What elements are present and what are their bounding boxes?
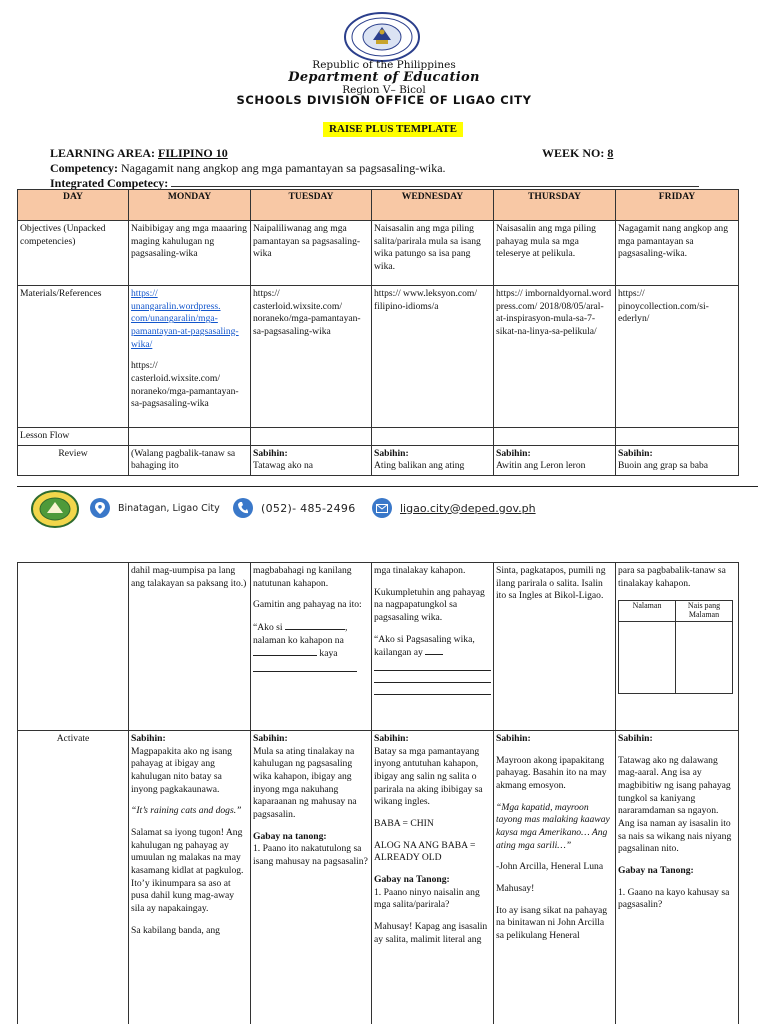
lesson-flow-label: Lesson Flow bbox=[18, 428, 129, 446]
objective-thursday: Naisasalin ang mga piling pahayag mula sa mga teleserye at pelikula. bbox=[494, 221, 616, 286]
week-value: 8 bbox=[607, 146, 614, 160]
review-cont-tuesday-text-1: magbabahagi ng kanilang natutunan kahapon. bbox=[253, 565, 352, 589]
footer-phone-text: (052)- 485-2496 bbox=[261, 501, 356, 515]
competency-value: Nagagamit nang angkop ang mga pamantayan sa pagsasaling-wika. bbox=[120, 161, 446, 175]
activate-thursday-text-1: Mayroon akong ipapakitang pahayag. Basahin ito na may akmang emosyon. bbox=[496, 754, 607, 791]
kwl-cell bbox=[676, 621, 733, 693]
review-cont-label bbox=[18, 563, 129, 731]
learning-area-label: LEARNING AREA: bbox=[50, 146, 156, 160]
review-cont-friday-text: para sa pagbabalik-tanaw sa tinalakay kahapon. bbox=[618, 565, 726, 589]
activate-friday-question: 1. Gaano na kayo kahusay sa pagsasalin? bbox=[618, 886, 730, 911]
location-pin-icon bbox=[90, 498, 110, 518]
review-cont-friday bbox=[616, 563, 739, 731]
review-cont-wednesday-text-1: mga tinalakay kahapon. bbox=[374, 565, 466, 576]
materials-monday bbox=[129, 286, 251, 428]
lesson-flow-cell bbox=[129, 428, 251, 446]
fill-blank bbox=[253, 647, 317, 656]
activate-tuesday bbox=[251, 731, 372, 1024]
fill-blank bbox=[374, 660, 491, 671]
week-number bbox=[542, 147, 613, 159]
footer-address-text: Binatagan, Ligao City bbox=[118, 502, 220, 514]
fill-blank bbox=[425, 646, 443, 655]
activate-tuesday-question: 1. Paano ito nakatutulong sa isang mahusay na pagsasalin? bbox=[253, 843, 368, 867]
objective-wednesday: Naisasalin ang mga piling salita/parirala mula sa isang wika patungo sa isa pang wika. bbox=[372, 221, 494, 286]
fill-blank bbox=[374, 684, 491, 695]
materials-monday-url: https:// casterloid.wixsite.com/ noraneko/mga-pamantayan-sa-pagsasaling-wika bbox=[131, 360, 239, 410]
activate-thursday-text-5: Ito ay isang sikat na pahayag na binitawan ni John Arcilla sa pelikulang Heneral bbox=[496, 904, 608, 941]
phone-icon bbox=[233, 498, 253, 518]
activate-friday bbox=[616, 731, 739, 1024]
competency bbox=[50, 162, 446, 174]
activate-thursday-attribution: -John Arcilla, Heneral Luna bbox=[496, 861, 604, 873]
email-icon bbox=[372, 498, 392, 518]
review-tuesday-text: Tatawag ako na bbox=[253, 460, 314, 472]
activate-friday-question-head: Gabay na Tanong: bbox=[618, 864, 694, 876]
review-friday-text: Buoin ang grap sa baba bbox=[618, 460, 709, 472]
review-tuesday bbox=[251, 445, 372, 475]
lesson-flow-cell bbox=[251, 428, 372, 446]
activate-wednesday bbox=[372, 731, 494, 1024]
materials-friday: https:// pinoycollection.com/si-ederlyn/ bbox=[616, 286, 739, 428]
fill-blank bbox=[253, 661, 357, 672]
review-label: Review bbox=[18, 445, 129, 475]
activate-tuesday-head: Sabihin: bbox=[253, 733, 288, 744]
activate-monday-text-4: Sa kabilang banda, ang bbox=[131, 924, 220, 936]
activate-wednesday-example-2: ALOG NA ANG BABA = ALREADY OLD bbox=[374, 839, 476, 864]
objective-tuesday: Naipaliliwanag ang mga pamantayan sa pagsasaling-wika bbox=[251, 221, 372, 286]
republic-label: Republic of the Philippines bbox=[312, 59, 456, 71]
materials-tuesday: https:// casterloid.wixsite.com/ noraneko/mga-pamantayan-sa-pagsasaling-wika bbox=[251, 286, 372, 428]
footer-rule bbox=[17, 486, 758, 487]
learning-area-value: FILIPINO 10 bbox=[158, 146, 228, 160]
materials-wednesday: https:// www.leksyon.com/ filipino-idioms/a bbox=[372, 286, 494, 428]
integrated-competency bbox=[50, 177, 699, 189]
review-wednesday-text: Ating balikan ang ating bbox=[374, 460, 465, 472]
lesson-plan-table-bottom bbox=[17, 562, 739, 1024]
header-friday: FRIDAY bbox=[616, 190, 739, 221]
objective-monday: Naibibigay ang mga maaaring maging kahulugan ng pagsasaling-wika bbox=[129, 221, 251, 286]
review-monday: (Walang pagbalik-tanaw sa bahaging ito bbox=[129, 445, 251, 475]
fill-blank bbox=[285, 621, 345, 630]
review-cont-monday: dahil mag-uumpisa pa lang ang talakayan sa paksang ito.) bbox=[129, 563, 251, 731]
division-logo bbox=[30, 489, 80, 529]
review-cont-wednesday-text-2: Kukumpletuhin ang pahayag na nagpapatungkol sa pagsasaling wika. bbox=[374, 586, 485, 623]
kwl-col-nalaman: Nalaman bbox=[619, 601, 676, 622]
activate-monday-text-1: Magpapakita ako ng isang pahayag at ibigay ang kahulugan nito batay sa inyong pagkakaunawa. bbox=[131, 745, 232, 795]
review-cont-thursday: Sinta, pagkatapos, pumili ng ilang parirala o salita. Isalin ito sa Ingles at Bikol-Ligao. bbox=[494, 563, 616, 731]
header-day: DAY bbox=[18, 190, 129, 221]
review-friday-head: Sabihin: bbox=[618, 447, 653, 459]
integrated-label: Integrated Competecy: bbox=[50, 176, 169, 190]
review-cont-wednesday bbox=[372, 563, 494, 731]
learning-area bbox=[50, 147, 228, 159]
footer-phone bbox=[233, 498, 356, 518]
integrated-blank bbox=[171, 177, 699, 187]
activate-monday-idiom: “It’s raining cats and dogs.” bbox=[131, 805, 242, 817]
lesson-plan-table-top bbox=[17, 189, 739, 476]
week-label: WEEK NO: bbox=[542, 146, 605, 160]
header-monday: MONDAY bbox=[129, 190, 251, 221]
activate-monday bbox=[129, 731, 251, 1024]
activate-thursday bbox=[494, 731, 616, 1024]
review-thursday-text: Awitin ang Leron leron bbox=[496, 460, 586, 472]
header-wednesday: WEDNESDAY bbox=[372, 190, 494, 221]
template-title: RAISE PLUS TEMPLATE bbox=[323, 122, 463, 137]
activate-monday-head: Sabihin: bbox=[131, 733, 166, 744]
region-label: Region V– Bicol bbox=[342, 84, 426, 96]
footer-address bbox=[90, 498, 220, 518]
objective-friday: Nagagamit nang angkop ang mga pamantayan sa pagsasaling-wika. bbox=[616, 221, 739, 286]
footer-email bbox=[372, 498, 536, 518]
review-thursday bbox=[494, 445, 616, 475]
department-label: Department of Education bbox=[288, 70, 480, 85]
review-cont-wednesday-prompt: “Ako si Pagsasaling wika, kailangan ay bbox=[374, 634, 491, 695]
review-friday bbox=[616, 445, 739, 475]
lesson-flow-cell bbox=[494, 428, 616, 446]
review-cont-tuesday-prompt: “Ako si , nalaman ko kahapon na kaya bbox=[253, 621, 369, 672]
activate-thursday-text-4: Mahusay! bbox=[496, 882, 535, 894]
activate-wednesday-text-1: Batay sa mga pamantayang inyong antutuhan kahapon, ibigay ang salin ng salita o parirala na aking ibibigay sa wikang ingles. bbox=[374, 745, 483, 808]
deped-seal-logo bbox=[343, 12, 421, 62]
review-wednesday bbox=[372, 445, 494, 475]
lesson-flow-cell bbox=[372, 428, 494, 446]
fill-blank bbox=[374, 672, 491, 683]
review-cont-tuesday bbox=[251, 563, 372, 731]
activate-wednesday-question: 1. Paano ninyo naisalin ang mga salita/parirala? bbox=[374, 886, 480, 911]
lesson-flow-cell bbox=[616, 428, 739, 446]
review-wednesday-head: Sabihin: bbox=[374, 447, 409, 459]
activate-thursday-head: Sabihin: bbox=[496, 733, 531, 744]
kwl-cell bbox=[619, 621, 676, 693]
header-tuesday: TUESDAY bbox=[251, 190, 372, 221]
footer-email-link[interactable]: ligao.city@deped.gov.ph bbox=[400, 501, 536, 515]
activate-label: Activate bbox=[18, 731, 129, 1024]
activate-wednesday-head: Sabihin: bbox=[374, 733, 409, 744]
activate-thursday-quote: “Mga kapatid, mayroon tayong mas malaking kaaway kaysa mga Amerikano… Ang ating mga sarili…” bbox=[496, 801, 610, 851]
review-tuesday-head: Sabihin: bbox=[253, 447, 288, 459]
activate-tuesday-text-1: Mula sa ating tinalakay na kahulugan ng pagsasaling wika kahapon, ibigay ang inyong mga nakuhang kaparaanan ng mahusay na pagsasalin. bbox=[253, 745, 357, 820]
kwl-chart bbox=[618, 600, 733, 694]
review-thursday-head: Sabihin: bbox=[496, 447, 531, 459]
activate-tuesday-question-head: Gabay na tanong: bbox=[253, 830, 327, 842]
materials-monday-link[interactable]: https:// unangaralin.wordpress. com/unangaralin/mga-pamantayan-at-pagsasaling-wika/ bbox=[131, 288, 239, 350]
materials-label: Materials/References bbox=[18, 286, 129, 428]
objectives-label: Objectives (Unpacked competencies) bbox=[18, 221, 129, 286]
activate-wednesday-question-head: Gabay na Tanong: bbox=[374, 873, 450, 885]
division-label: SCHOOLS DIVISION OFFICE OF LIGAO CITY bbox=[236, 93, 532, 107]
activate-wednesday-text-5: Mahusay! Kapag ang isasalin ay salita, malimit literal ang bbox=[374, 920, 488, 945]
activate-friday-text-1: Tatawag ako ng dalawang mag-aaral. Ang isa ay magbibitiw ng isang pahayag tungkol sa kaniyang nararamdaman sa ngayon. Ang isa naman ay isasalin ito sa nais sa wikang nais niyang pagsalinan nito. bbox=[618, 754, 732, 855]
review-cont-tuesday-text-2: Gamitin ang pahayag na ito: bbox=[253, 599, 362, 611]
materials-thursday: https:// imbornaldyornal.word press.com/ 2018/08/05/aral-at-inspirasyon-mula-sa-7-sikat-na-linya-sa-pelikula/ bbox=[494, 286, 616, 428]
competency-label: Competency: bbox=[50, 161, 118, 175]
activate-friday-head: Sabihin: bbox=[618, 733, 653, 744]
header-thursday: THURSDAY bbox=[494, 190, 616, 221]
activate-wednesday-example-1: BABA = CHIN bbox=[374, 817, 434, 829]
kwl-col-nais-malaman: Nais pang Malaman bbox=[676, 601, 733, 622]
activate-monday-text-3: Salamat sa iyong tugon! Ang kahulugan ng pahayag ay umuulan ng malakas na may kasamang kidlat at pagkulog. Ito’y ikinumpara sa aso at pusa dahil kung mag-away sila ay napakaingay. bbox=[131, 826, 244, 914]
